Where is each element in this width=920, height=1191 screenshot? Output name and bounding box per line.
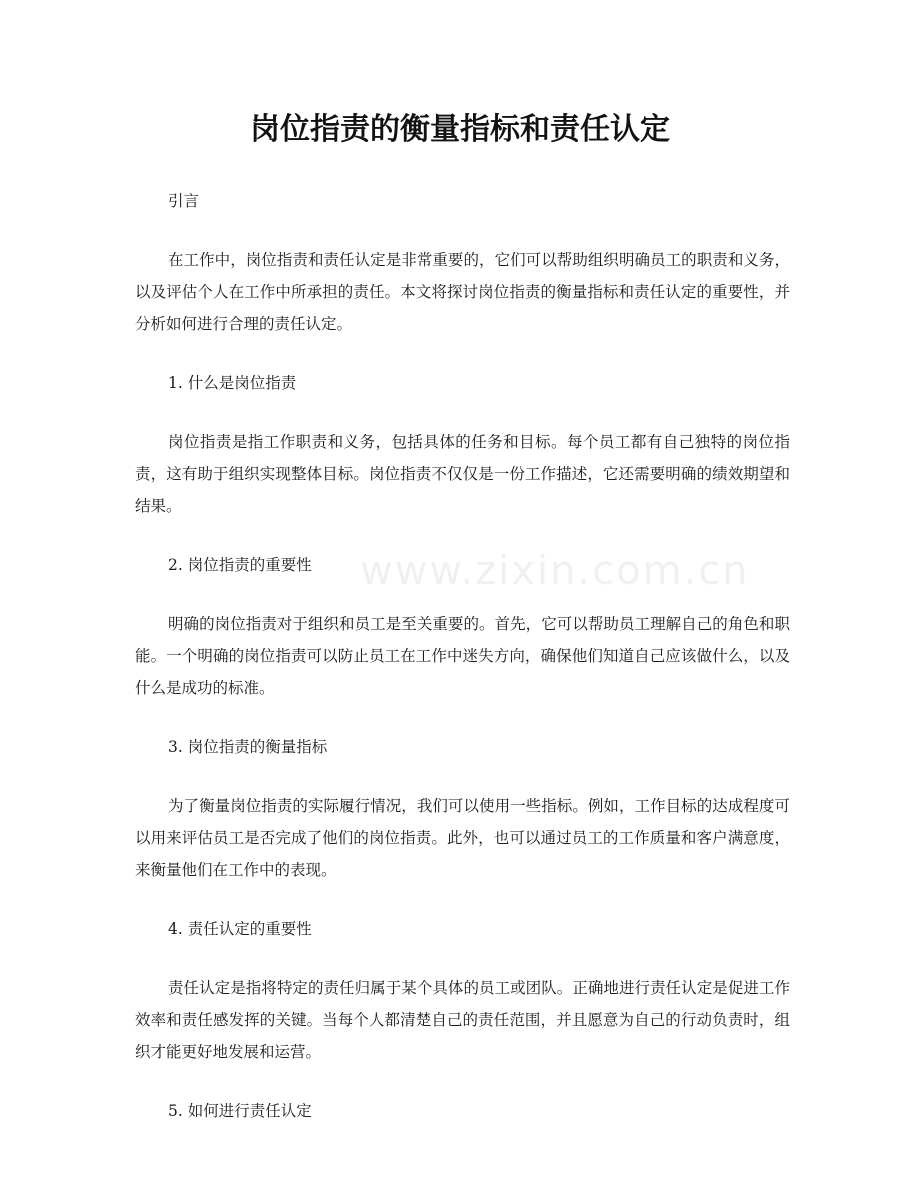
paragraph-1: 岗位指责是指工作职责和义务，包括具体的任务和目标。每个员工都有自己独特的岗位指责，这有助于组织实现整体目标。岗位指责不仅仅是一份工作描述，它还需要明确的绩效期望和结果。 xyxy=(135,433,790,515)
paragraph-4: 责任认定是指将特定的责任归属于某个具体的员工或团队。正确地进行责任认定是促进工作效率和责任感发挥的关键。当每个人都清楚自己的责任范围，并且愿意为自己的行动负责时，组织才能更好地发展和运营。 xyxy=(135,979,790,1061)
section-heading-5: 5. 如何进行责任认定 xyxy=(168,1102,312,1120)
section-heading-1: 1. 什么是岗位指责 xyxy=(168,374,297,392)
section-heading-3: 3. 岗位指责的衡量指标 xyxy=(168,738,328,756)
section-heading-4: 4. 责任认定的重要性 xyxy=(168,920,312,938)
paragraph-2: 明确的岗位指责对于组织和员工是至关重要的。首先，它可以帮助员工理解自己的角色和职能。一个明确的岗位指责可以防止员工在工作中迷失方向，确保他们知道自己应该做什么，以及什么是成功的标准。 xyxy=(135,615,790,697)
section-heading-2: 2. 岗位指责的重要性 xyxy=(168,556,312,574)
paragraph-intro: 在工作中，岗位指责和责任认定是非常重要的，它们可以帮助组织明确员工的职责和义务，以及评估个人在工作中所承担的责任。本文将探讨岗位指责的衡量指标和责任认定的重要性，并分析如何进行合理的责任认定。 xyxy=(135,251,790,333)
document-title: 岗位指责的衡量指标和责任认定 xyxy=(250,112,670,147)
document-body xyxy=(135,185,790,1154)
paragraph-3: 为了衡量岗位指责的实际履行情况，我们可以使用一些指标。例如，工作目标的达成程度可以用来评估员工是否完成了他们的岗位指责。此外，也可以通过员工的工作质量和客户满意度，来衡量他们在工作中的表现。 xyxy=(135,797,790,879)
watermark-text: www.zixin.com.cn xyxy=(360,548,750,594)
section-heading-intro: 引言 xyxy=(168,192,200,210)
